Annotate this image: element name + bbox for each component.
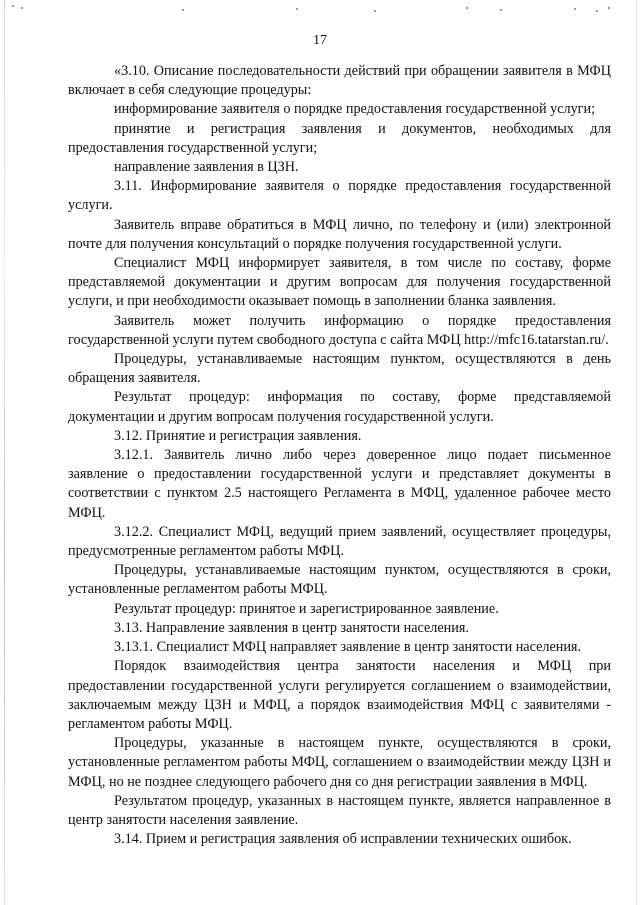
paragraph: Процедуры, устанавливаемые настоящим пунктом, осуществляются в сроки, установленные регламентом работы МФЦ. bbox=[68, 562, 611, 598]
paragraph: 3.12.1. Заявитель лично либо через доверенное лицо подает письменное заявление о предоставлении государственной услуги и представляет документы в соответствии с пунктом 2.5 настоящего Регламента в МФЦ, удаленное рабочее место МФЦ. bbox=[68, 447, 611, 521]
paragraph: 3.12.2. Специалист МФЦ, ведущий прием заявлений, осуществляет процедуры, предусмотренные регламентом работы МФЦ. bbox=[68, 523, 611, 560]
paragraph: Результатом процедур, указанных в настоящем пункте, является направленное в центр занятости населения заявление. bbox=[68, 792, 611, 828]
scan-edge-left bbox=[4, 0, 5, 905]
paragraph: Процедуры, указанные в настоящем пункте, осуществляются в сроки, установленные регламентом работы МФЦ, соглашением о взаимодействии между ЦЗН и МФЦ, но не позднее следующего рабочего дня со дня регистрации заявления в МФЦ. bbox=[68, 735, 611, 790]
paragraph: Результат процедур: принятое и зарегистрированное заявление. bbox=[114, 600, 499, 617]
paragraph: 3.13.1. Специалист МФЦ направляет заявление в центр занятости населения. bbox=[114, 639, 582, 656]
paragraph: Результат процедур: информация по составу, форме представляемой документации и другим вопросам получения государственной услуги. bbox=[68, 389, 611, 425]
paragraph: направление заявления в ЦЗН. bbox=[114, 159, 299, 176]
paragraph: 3.14. Прием и регистрация заявления об исправлении технических ошибок. bbox=[114, 831, 572, 848]
paragraph: Заявитель может получить информацию о порядке предоставления государственной услуги путем свободного доступа с сайта МФЦ http://mfc16.tatarstan.ru/. bbox=[68, 312, 611, 348]
paragraph: принятие и регистрация заявления и документов, необходимых для предоставления государственной услуги; bbox=[68, 120, 611, 156]
paragraph: «3.10. Описание последовательности действий при обращении заявителя в МФЦ включает в себя следующие процедуры: bbox=[68, 63, 611, 99]
paragraph: 3.11. Информирование заявителя о порядке предоставления государственной услуги. bbox=[68, 178, 611, 214]
page-number: 17 bbox=[313, 33, 327, 48]
paragraph: Порядок взаимодействия центра занятости населения и МФЦ при предоставлении государственной услуги регулируется соглашением о взаимодействии, заключаемым между ЦЗН и МФЦ, а порядок взаимодействия МФЦ с заявителями - регламентом работы МФЦ. bbox=[68, 658, 611, 732]
paragraph: 3.13. Направление заявления в центр занятости населения. bbox=[114, 619, 469, 636]
paragraph: Процедуры, устанавливаемые настоящим пунктом, осуществляются в день обращения заявителя. bbox=[68, 351, 611, 387]
scan-edge-right bbox=[636, 0, 637, 905]
scan-noise bbox=[0, 5, 640, 15]
paragraph: Специалист МФЦ информирует заявителя, в том числе по составу, форме представляемой документации и другим вопросам для получения государственной услуги, и при необходимости оказывает помощь в заполнении бланка заявления. bbox=[68, 255, 611, 310]
document-body bbox=[68, 62, 611, 849]
paragraph: 3.12. Принятие и регистрация заявления. bbox=[114, 427, 362, 444]
paragraph: информирование заявителя о порядке предоставления государственной услуги; bbox=[114, 101, 596, 118]
paragraph: Заявитель вправе обратиться в МФЦ лично, по телефону и (или) электронной почте для получения консультаций о порядке получения государственной услуги. bbox=[68, 216, 611, 252]
